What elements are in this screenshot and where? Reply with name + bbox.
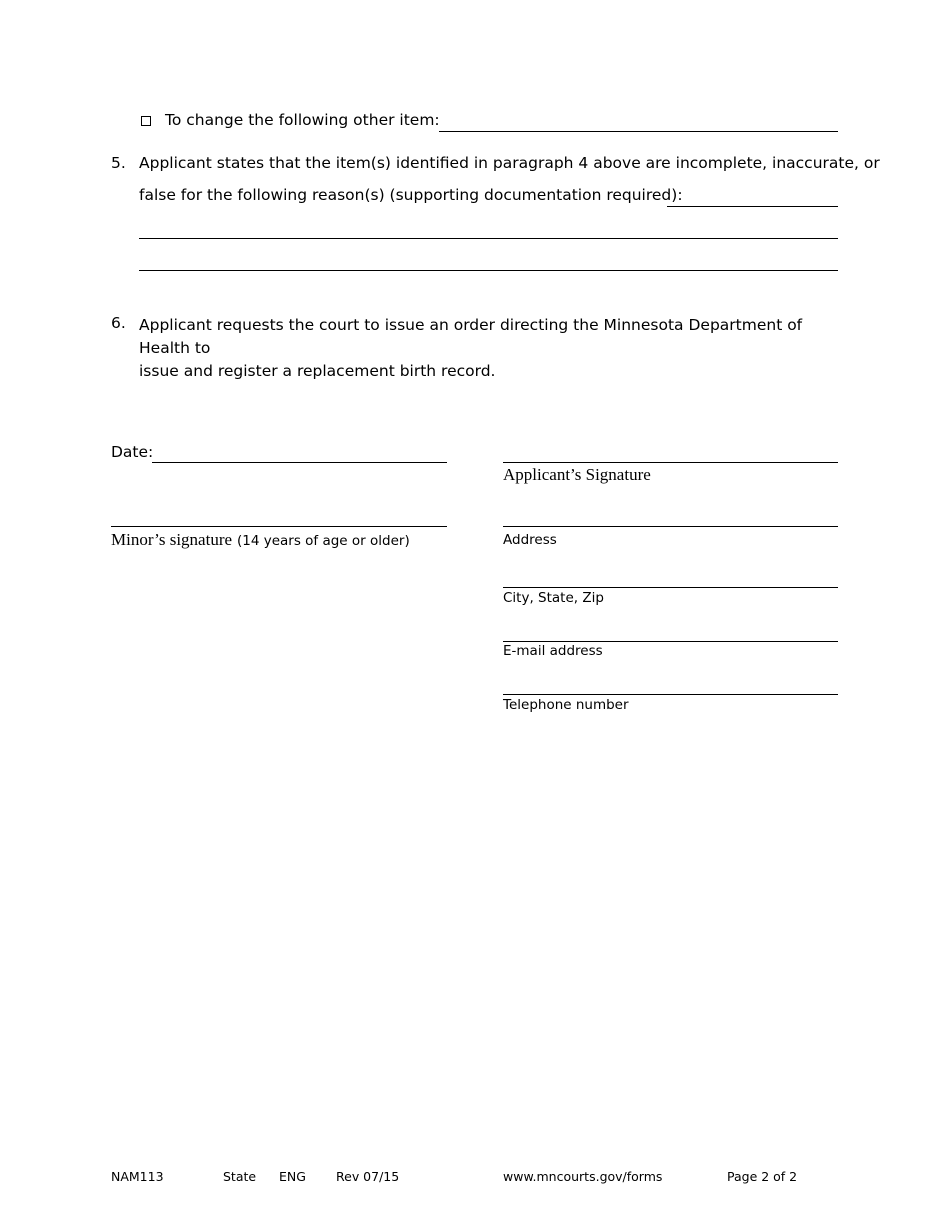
paragraph-6-line1: Applicant requests the court to issue an order directing the Minnesota Department of Health to <box>139 316 803 357</box>
other-item-field[interactable] <box>439 131 838 132</box>
footer-page-number: Page 2 of 2 <box>727 1169 798 1184</box>
paragraph-6-line2: issue and register a replacement birth record. <box>139 362 496 380</box>
telephone-field[interactable] <box>503 694 838 695</box>
email-label: E-mail address <box>503 643 603 659</box>
date-field[interactable] <box>152 462 447 463</box>
minor-signature-note: (14 years of age or older) <box>236 533 410 549</box>
paragraph-5-line2: false for the following reason(s) (supporting documentation required): <box>139 186 683 204</box>
footer-revision: Rev 07/15 <box>336 1169 400 1184</box>
paragraph-6-number: 6. <box>111 314 126 332</box>
applicant-signature-field[interactable] <box>503 462 838 463</box>
email-field[interactable] <box>503 641 838 642</box>
paragraph-5-line1: Applicant states that the item(s) identified in paragraph 4 above are incomplete, inaccurate, or <box>139 154 880 172</box>
minor-signature-caption <box>111 530 410 550</box>
city-state-zip-label: City, State, Zip <box>503 590 604 606</box>
telephone-label: Telephone number <box>503 697 629 713</box>
footer-language: ENG <box>279 1169 306 1184</box>
reason-field-1[interactable] <box>667 206 838 207</box>
footer-state: State <box>223 1169 257 1184</box>
minor-signature-field[interactable] <box>111 526 447 527</box>
footer-form-code: NAM113 <box>111 1169 164 1184</box>
address-label: Address <box>503 532 557 548</box>
reason-field-3[interactable] <box>139 270 838 271</box>
date-label: Date: <box>111 443 154 461</box>
paragraph-6-text <box>139 314 851 383</box>
footer-website[interactable]: www.mncourts.gov/forms <box>503 1169 663 1184</box>
applicant-signature-label: Applicant’s Signature <box>503 465 651 484</box>
paragraph-5-number: 5. <box>111 154 126 172</box>
minor-signature-label: Minor’s signature <box>111 530 233 549</box>
city-state-zip-field[interactable] <box>503 587 838 588</box>
address-field[interactable] <box>503 526 838 527</box>
reason-field-2[interactable] <box>139 238 838 239</box>
other-item-label: To change the following other item: <box>165 111 440 129</box>
other-item-checkbox[interactable] <box>141 116 151 126</box>
